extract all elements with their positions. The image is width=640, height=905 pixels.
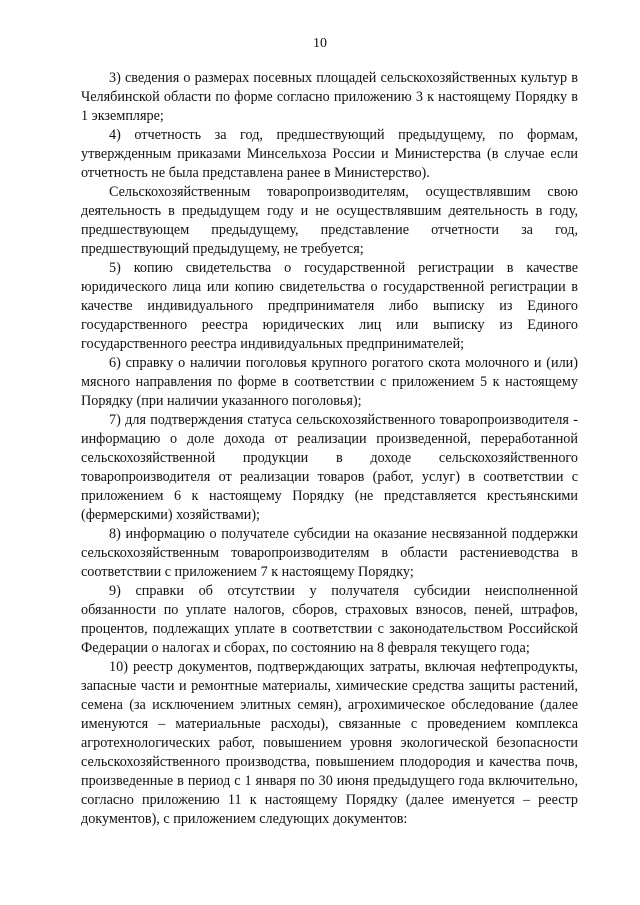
paragraph-item-5: 5) копию свидетельства о государственной регистрации в качестве юридического лица или копию свидетельства о государственной регистрации в качестве индивидуального предпринимателя либо выписку из Единого государственного реестра юридических лиц или выписку из Единого государственного реестра индивидуальных предпринимателей; <box>81 260 578 352</box>
paragraph-item-7: 7) для подтверждения статуса сельскохозяйственного товаропроизводителя - информацию о доле дохода от реализации произведенной, переработанной сельскохозяйственной продукции в доходе сельскохозяйственного товаропроизводителя от реализации товаров (работ, услуг) в соответствии с приложением 6 к настоящему Порядку (не представляется крестьянскими (фермерскими) хозяйствами); <box>81 412 578 523</box>
document-body <box>81 69 578 829</box>
paragraph-item-9: 9) справки об отсутствии у получателя субсидии неисполненной обязанности по уплате налогов, сборов, страховых взносов, пеней, штрафов, процентов, подлежащих уплате в соответствии с законодательством Российской Федерации о налогах и сборах, по состоянию на 8 февраля текущего года; <box>81 583 578 656</box>
paragraph-item-4: 4) отчетность за год, предшествующий предыдущему, по формам, утвержденным приказами Минсельхоза России и Министерства (в случае если отчетность не была представлена ранее в Министерство). <box>81 127 578 181</box>
page-number: 10 <box>313 36 327 51</box>
paragraph-item-10: 10) реестр документов, подтверждающих затраты, включая нефтепродукты, запасные части и ремонтные материалы, химические средства защиты растений, семена (за исключением элитных семян), агрохимическое обследование (далее именуются – материальные расходы), связанные с проведением комплекса агротехнологических работ, повышением уровня экологической безопасности сельскохозяйственного производства, повышением плодородия и качества почв, произведенные в период с 1 января по 30 июня предыдущего года включительно, согласно приложению 11 к настоящему Порядку (далее именуется – реестр документов), с приложением следующих документов: <box>81 659 578 827</box>
paragraph-item-8: 8) информацию о получателе субсидии на оказание несвязанной поддержки сельскохозяйственным товаропроизводителям в области растениеводства в соответствии с приложением 7 к настоящему Порядку; <box>81 526 578 580</box>
paragraph-item-6: 6) справку о наличии поголовья крупного рогатого скота молочного и (или) мясного направления по форме в соответствии с приложением 5 к настоящему Порядку (при наличии указанного поголовья); <box>81 355 578 409</box>
paragraph-item-3: 3) сведения о размерах посевных площадей сельскохозяйственных культур в Челябинской области по форме согласно приложению 3 к настоящему Порядку в 1 экземпляре; <box>81 70 578 124</box>
paragraph-reporting-exemption: Сельскохозяйственным товаропроизводителям, осуществлявшим свою деятельность в предыдущем году и не осуществлявшим деятельность в году, предшествующем предыдущему, представление отчетности за год, предшествующий предыдущему, не требуется; <box>81 184 578 257</box>
